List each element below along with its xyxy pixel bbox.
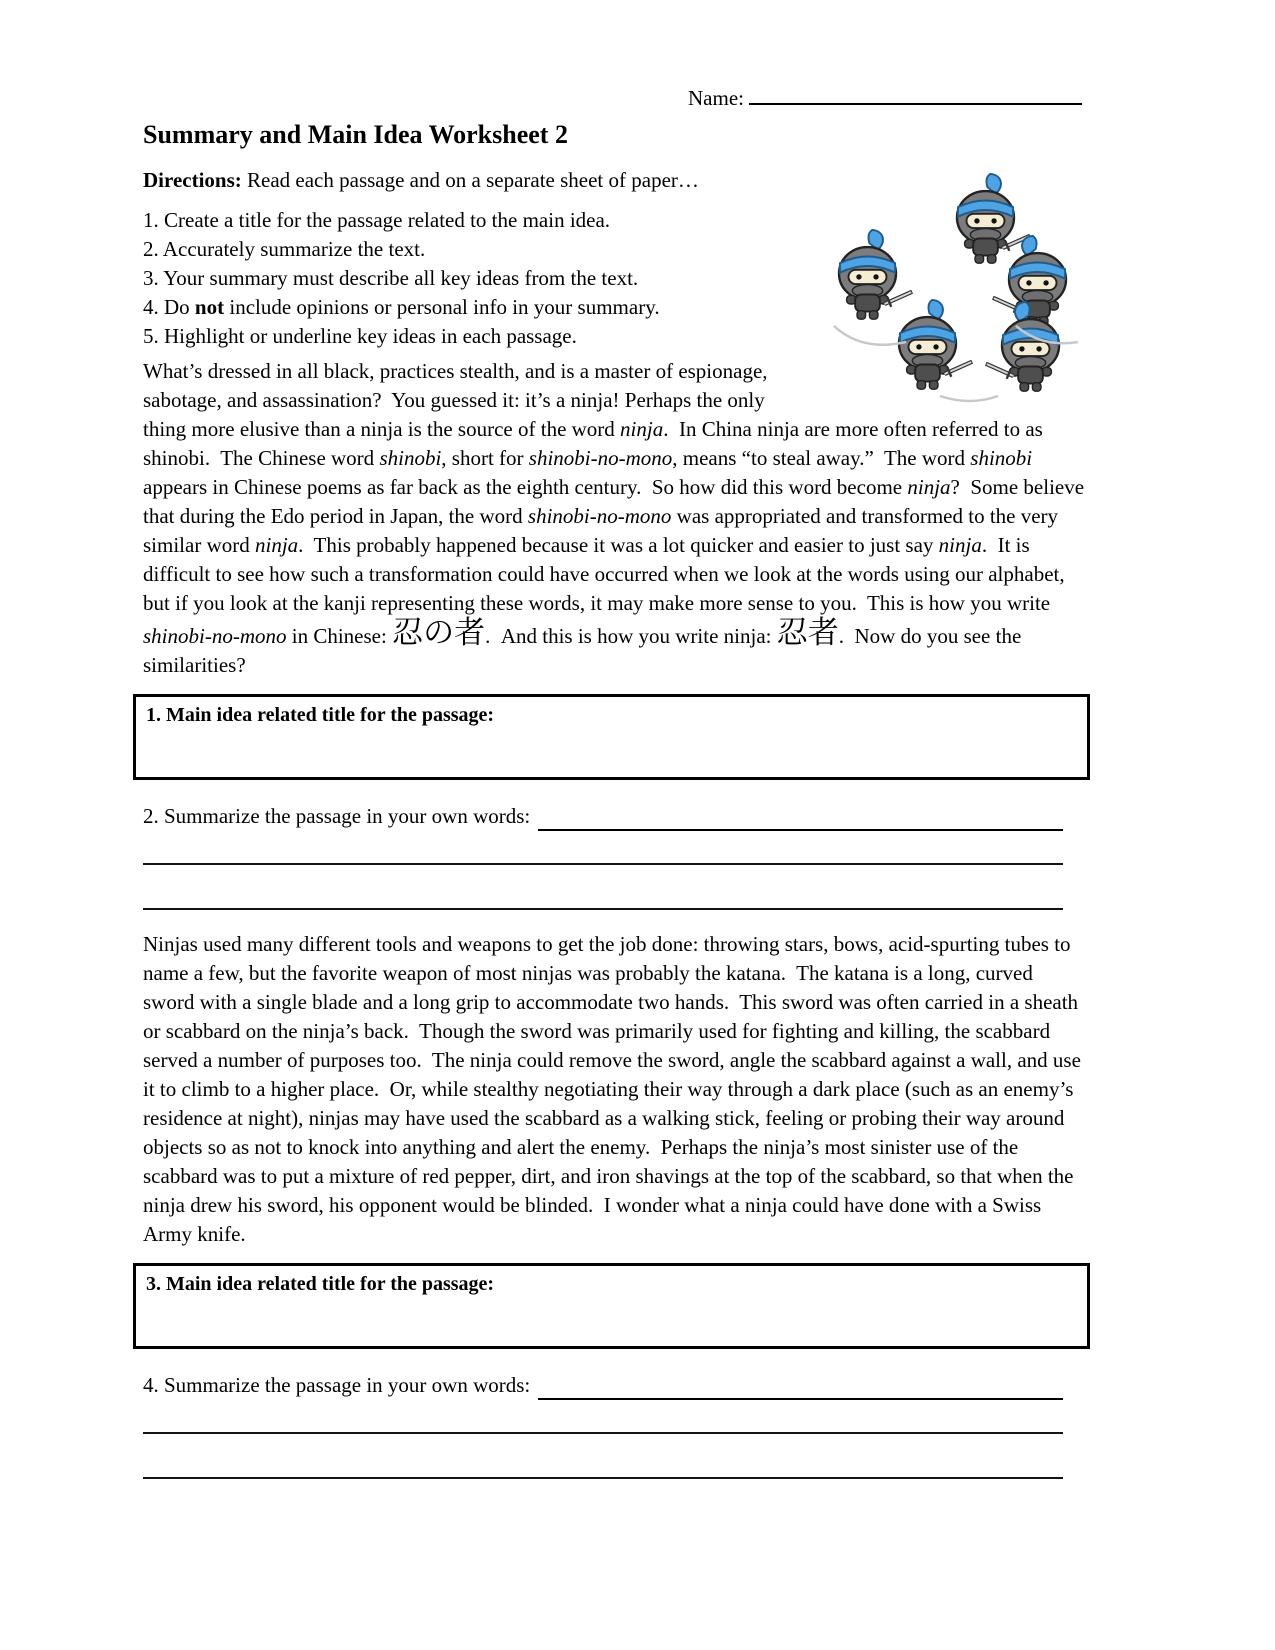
answer-box-1-label: 1. Main idea related title for the passage:: [146, 704, 495, 726]
question-4-blank-line[interactable]: [538, 1374, 1063, 1400]
answer-box-1[interactable]: [133, 694, 1090, 780]
answer-line[interactable]: [143, 908, 1063, 910]
answer-box-3-label: 3. Main idea related title for the passage:: [146, 1273, 495, 1295]
passage-2: Ninjas used many different tools and weapons to get the job done: throwing stars, bows, acid-spurting tubes to name a few, but the favorite weapon of most ninjas was probably the katana. The katana is a long, curved sword with a single blade and a long grip to accommodate two hands. This sword was often carried in a sheath or scabbard on the ninja’s back. Though the sword was primarily used for fighting and killing, the scabbard served a number of purposes too. The ninja could remove the sword, angle the scabbard against a wall, and use it to climb to a higher place. Or, while stealthy negotiating their way through a dark place (such as an enemy’s residence at night), ninjas may have used the scabbard as a walking stick, feeling or probing their way around objects so as not to knock into anything and alert the enemy. Perhaps the ninja’s most sinister use of the scabbard was to put a mixture of red pepper, dirt, and iron shavings at the top of the scabbard, so that when the ninja drew his sword, his opponent would be blinded. I wonder what a ninja could have done with a Swiss Army knife.: [143, 932, 1087, 1246]
question-2-label: 2. Summarize the passage in your own words:: [143, 804, 531, 828]
instruction-item-3: 3. Your summary must describe all key ideas from the text.: [143, 266, 639, 290]
question-2-blank-line[interactable]: [538, 805, 1063, 831]
page-title: Summary and Main Idea Worksheet 2: [143, 120, 568, 149]
instruction-item-2: 2. Accurately summarize the text.: [143, 237, 426, 261]
worksheet-page: [143, 84, 1088, 1479]
answer-box-3[interactable]: [133, 1263, 1090, 1349]
answer-line[interactable]: [143, 1432, 1063, 1434]
name-row: [688, 84, 1088, 112]
answer-line[interactable]: [143, 1477, 1063, 1479]
instruction-item-1: 1. Create a title for the passage related to the main idea.: [143, 208, 611, 232]
name-label: Name:: [688, 86, 744, 110]
question-4-label: 4. Summarize the passage in your own words:: [143, 1373, 531, 1397]
instruction-item-5: 5. Highlight or underline key ideas in each passage.: [143, 324, 577, 348]
question-2-row: [143, 802, 1063, 831]
directions-label: Directions:: [143, 168, 242, 192]
answer-line[interactable]: [143, 863, 1063, 865]
ninja-clipart: [820, 168, 1088, 404]
ninja-illustration: [820, 168, 1088, 404]
name-blank-line[interactable]: [749, 85, 1082, 105]
instruction-item-4: 4. Do not include opinions or personal info in your summary.: [143, 295, 660, 319]
passage-1: What’s dressed in all black, practices stealth, and is a master of espionage, sabotage, and assassination? You guessed it: it’s a ninja! Perhaps the only thing more elusive than a ninja is the source of the word ninja. In China ninja are more often referred to as shinobi. The Chinese word shinobi, short for shinobi-no-mono, means “to steal away.” The word shinobi appears in Chinese poems as far back as the eighth century. So how did this word become ninja? Some believe that during the Edo period in Japan, the word shinobi-no-mono was appropriated and transformed to the very similar word ninja. This probably happened because it was a lot quicker and easier to just say ninja. It is difficult to see how such a transformation could have occurred when we look at the words using our alphabet, but if you look at the kanji representing these words, it may make more sense to you. This is how you write shinobi-no-mono in Chinese: 忍の者. And this is how you write ninja: 忍者. Now do you see the similarities?: [143, 359, 1090, 677]
directions-text: Read each passage and on a separate sheet of paper…: [241, 168, 699, 192]
question-4-row: [143, 1371, 1063, 1400]
